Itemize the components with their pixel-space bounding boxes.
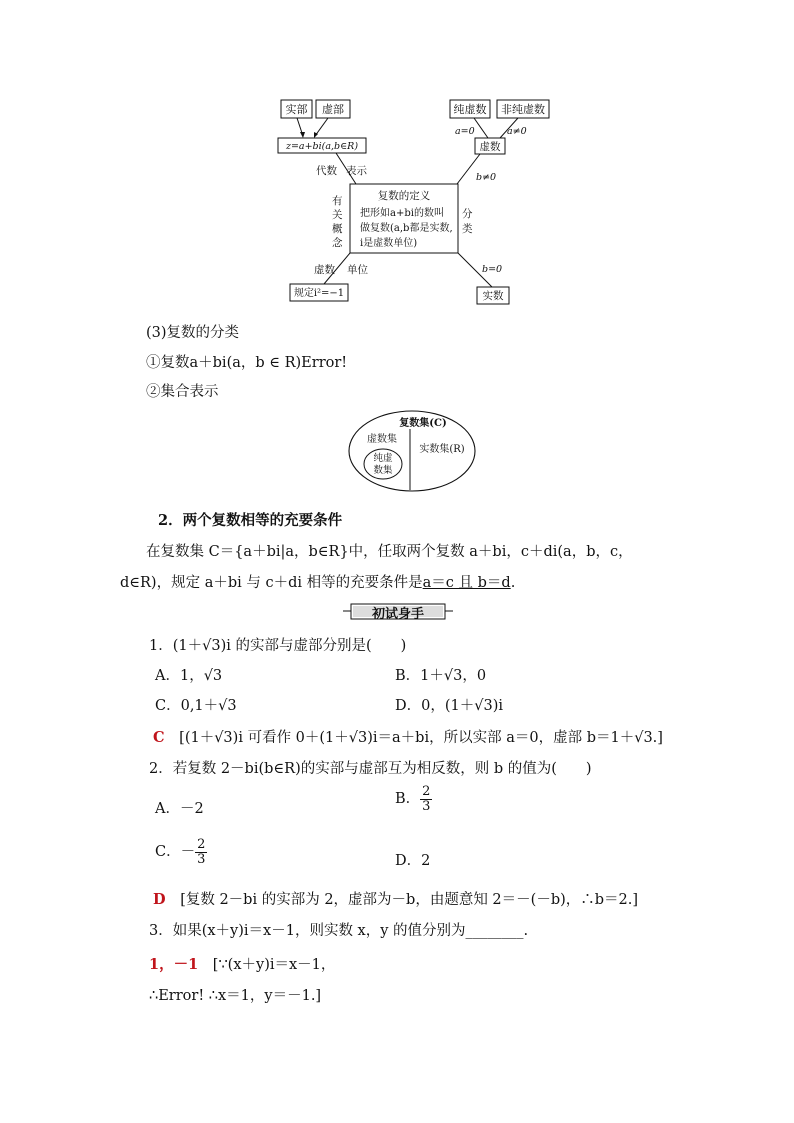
para-line1: 在复数集 C＝{a＋bi|a，b∈R}中，任取两个复数 a＋bi，c＋di(a，b，c， [146, 544, 633, 560]
venn-pure-imag-1: 纯虚 [373, 453, 393, 464]
label-fenlei-1: 分 [462, 208, 473, 220]
q2-option-c-fraction [195, 838, 207, 866]
label-xushu: 虚数 [314, 264, 335, 276]
q1-answer [153, 726, 663, 747]
box-define-i-label: 规定i²=−1 [293, 288, 345, 299]
label-b-eq-0: b=0 [482, 264, 503, 275]
q1-answer-explanation: [(1＋√3)i 可看作 0＋(1＋√3)i＝a＋bi，所以实部 a＝0，虚部 b＝1＋√3.] [179, 730, 663, 746]
venn-imag-set: 虚数集 [367, 434, 397, 445]
venn-complex-set: 复数集(C) [399, 418, 447, 429]
venn-real-set: 实数集(R) [419, 444, 465, 455]
label-fenlei-2: 类 [462, 223, 473, 235]
box-real-number-label: 实数 [482, 290, 504, 302]
q2-option-c-prefix: C．－ [155, 844, 196, 861]
q2-option-d: D．2 [395, 853, 431, 869]
q3-stem: 3．如果(x＋y)i＝x－1，则实数 x，y 的值分别为________. [149, 923, 529, 939]
q2-b-numerator: 2 [422, 784, 431, 799]
section3-title: (3)复数的分类 [146, 325, 240, 341]
banner [343, 601, 453, 621]
venn-diagram [346, 408, 478, 494]
item1-text: ①复数a＋bi(a，b ∈ R)Error! [146, 355, 348, 371]
box-imag-part-label: 虚部 [322, 103, 344, 116]
label-a-eq-0: a=0 [455, 126, 475, 137]
label-youguan-4: 念 [332, 237, 343, 249]
q2-option-b-fraction [420, 785, 432, 813]
concept-map-diagram [270, 92, 565, 310]
label-b-neq-0: b≠0 [476, 172, 497, 183]
q3-answer-letter: 1，－1 [149, 956, 199, 973]
q3-answer-line2: ∴Error! ∴x＝1，y＝－1.] [149, 988, 322, 1004]
box-imag-number-label: 虚数 [479, 141, 501, 153]
venn-pure-imag-2: 数集 [373, 465, 393, 476]
q2-option-c [155, 838, 207, 866]
q2-answer [153, 888, 638, 909]
para-line2-post: . [510, 575, 516, 591]
section2-title: 2．两个复数相等的充要条件 [158, 512, 343, 529]
item1 [146, 351, 347, 372]
q1-answer-letter: C [153, 729, 165, 746]
q2-option-b [395, 785, 432, 813]
label-danwei: 单位 [347, 264, 368, 276]
definition-line3: i是虚数单位) [360, 238, 418, 249]
q2-b-denominator: 3 [422, 798, 431, 814]
box-formula-label: z=a+bi(a,b∈R) [285, 141, 359, 152]
definition-title: 复数的定义 [377, 190, 431, 202]
definition-line2: 做复数(a,b都是实数, [360, 223, 453, 234]
para-line2-underline: a＝c 且 b＝d [422, 575, 511, 591]
q2-stem: 2．若复数 2－bi(b∈R)的实部与虚部互为相反数，则 b 的值为( ) [149, 761, 592, 777]
banner-text: 初试身手 [371, 607, 424, 622]
q2-option-b-prefix: B． [395, 791, 421, 808]
para-line2 [120, 571, 515, 592]
q2-option-a: A．－2 [155, 801, 204, 817]
box-real-part-label: 实部 [285, 103, 308, 116]
label-a-neq-0: a≠0 [507, 126, 527, 137]
q1-option-b: B．1＋√3，0 [395, 668, 487, 684]
q1-stem: 1．(1＋√3)i 的实部与虚部分别是( ) [149, 638, 407, 654]
q1-option-d: D．0，(1＋√3)i [395, 698, 503, 714]
q2-c-denominator: 3 [197, 851, 206, 867]
item2: ②集合表示 [146, 384, 219, 400]
label-youguan-2: 关 [332, 209, 343, 221]
label-youguan-1: 有 [332, 195, 343, 207]
box-nonpure-imag-label: 非纯虚数 [501, 103, 545, 116]
box-pure-imag-label: 纯虚数 [453, 103, 487, 116]
q2-answer-letter: D [153, 891, 166, 908]
q1-option-c: C．0,1＋√3 [155, 698, 237, 714]
label-daishu: 代数 [316, 165, 337, 177]
label-biaoshi: 表示 [346, 165, 367, 177]
q1-option-a: A．1，√3 [155, 668, 223, 684]
label-youguan-3: 概 [332, 223, 343, 235]
q2-answer-explanation: [复数 2－bi 的实部为 2，虚部为－b，由题意知 2＝－(－b)，∴b＝2.] [180, 892, 639, 908]
q2-c-numerator: 2 [197, 837, 206, 852]
q3-answer-explanation: [∵(x＋y)i＝x－1， [212, 957, 336, 973]
definition-line1: 把形如a+bi的数叫 [360, 208, 444, 219]
para-line2-pre: d∈R)，规定 a＋bi 与 c＋di 相等的充要条件是 [120, 575, 423, 591]
q3-answer [149, 953, 335, 974]
